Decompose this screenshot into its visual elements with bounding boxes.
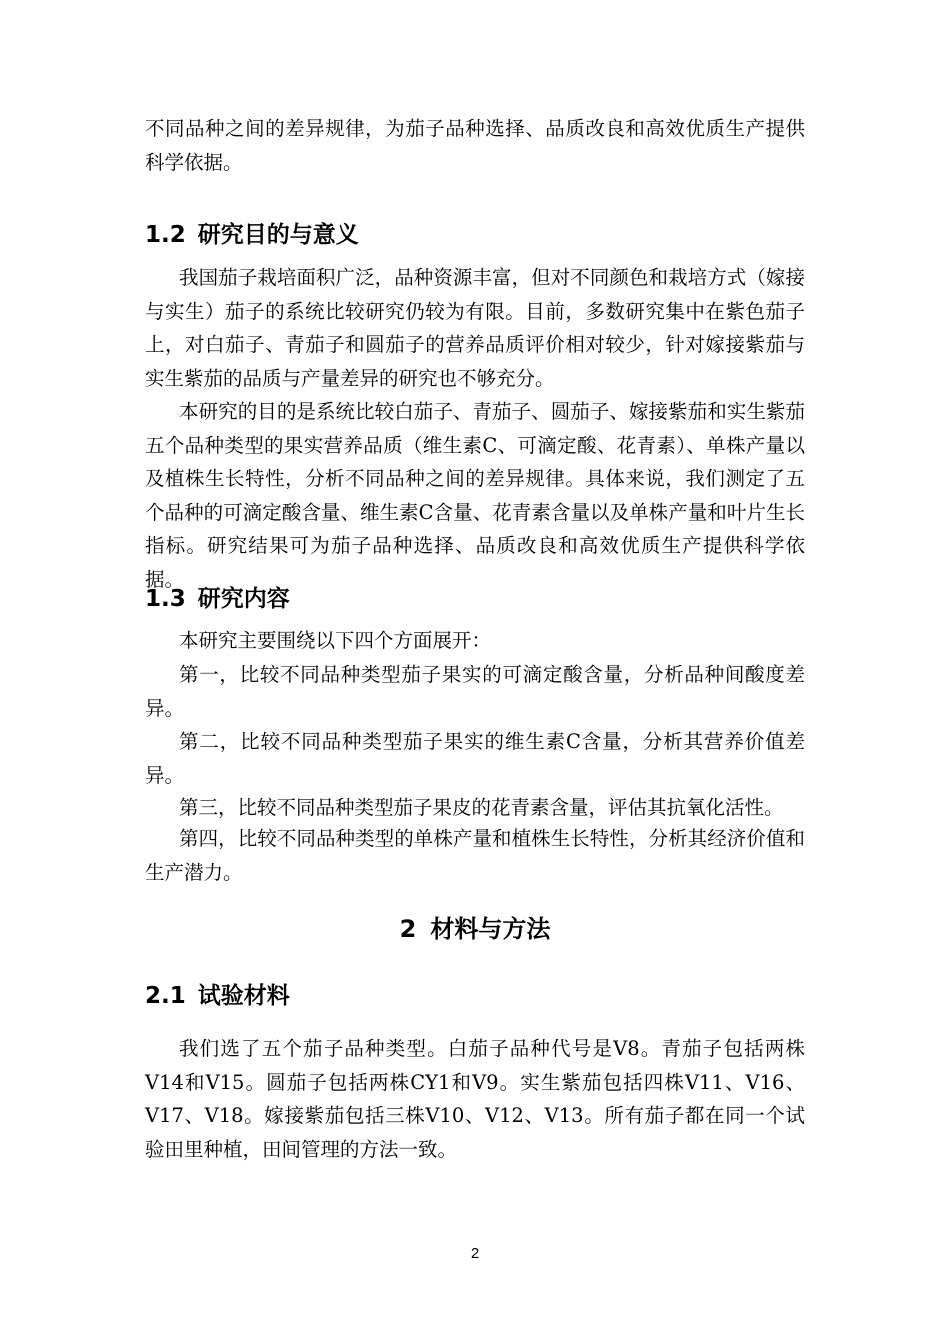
section-heading-1-3 (145, 584, 290, 614)
section-heading-1-2 (145, 220, 359, 250)
section-number: 1.3 (145, 586, 186, 612)
body-paragraph: 第三，比较不同品种类型茄子果皮的花青素含量，评估其抗氧化活性。 (179, 796, 784, 819)
body-paragraph: 本研究的目的是系统比较白茄子、青茄子、圆茄子、嫁接紫茄和实生紫茄五个品种类型的果实营养品质（维生素C、可滴定酸、花青素）、单株产量以及植株生长特性，分析不同品种之间的差异规律。具体来说，我们测定了五个品种的可滴定酸含量、维生素C含量、花青素含量以及单株产量和叶片生长指标。研究结果可为茄子品种选择、品质改良和高效优质生产提供科学依据。 (145, 400, 805, 591)
body-paragraph: 第一，比较不同品种类型茄子果实的可滴定酸含量，分析品种间酸度差异。 (145, 663, 805, 720)
section-number: 1.2 (145, 222, 186, 248)
body-paragraph: 第四，比较不同品种类型的单株产量和植株生长特性，分析其经济价值和生产潜力。 (145, 827, 805, 884)
section-title: 研究内容 (197, 586, 290, 612)
chapter-title: 材料与方法 (430, 915, 551, 943)
body-paragraph: 我国茄子栽培面积广泛，品种资源丰富，但对不同颜色和栽培方式（嫁接与实生）茄子的系统比较研究仍较为有限。目前，多数研究集中在紫色茄子上，对白茄子、青茄子和圆茄子的营养品质评价相对较少，针对嫁接紫茄与实生紫茄的品质与产量差异的研究也不够充分。 (145, 266, 805, 390)
page-number: 2 (470, 1245, 480, 1262)
section-number: 2.1 (145, 983, 186, 1009)
chapter-number: 2 (399, 915, 417, 943)
body-paragraph: 我们选了五个茄子品种类型。白茄子品种代号是V8。青茄子包括两株V14和V15。圆茄子包括两株CY1和V9。实生紫茄包括四株V11、V16、V17、V18。嫁接紫茄包括三株V10、V12、V13。所有茄子都在同一个试验田里种植，田间管理的方法一致。 (145, 1037, 805, 1161)
continuation-paragraph: 不同品种之间的差异规律，为茄子品种选择、品质改良和高效优质生产提供科学依据。 (145, 117, 805, 174)
section-title: 试验材料 (197, 983, 290, 1009)
body-paragraph: 第二，比较不同品种类型茄子果实的维生素C含量，分析其营养价值差异。 (145, 730, 805, 787)
body-paragraph: 本研究主要围绕以下四个方面展开： (179, 629, 492, 652)
section-title: 研究目的与意义 (197, 222, 359, 248)
section-heading-2-1 (145, 981, 290, 1011)
chapter-heading-2 (0, 914, 950, 944)
